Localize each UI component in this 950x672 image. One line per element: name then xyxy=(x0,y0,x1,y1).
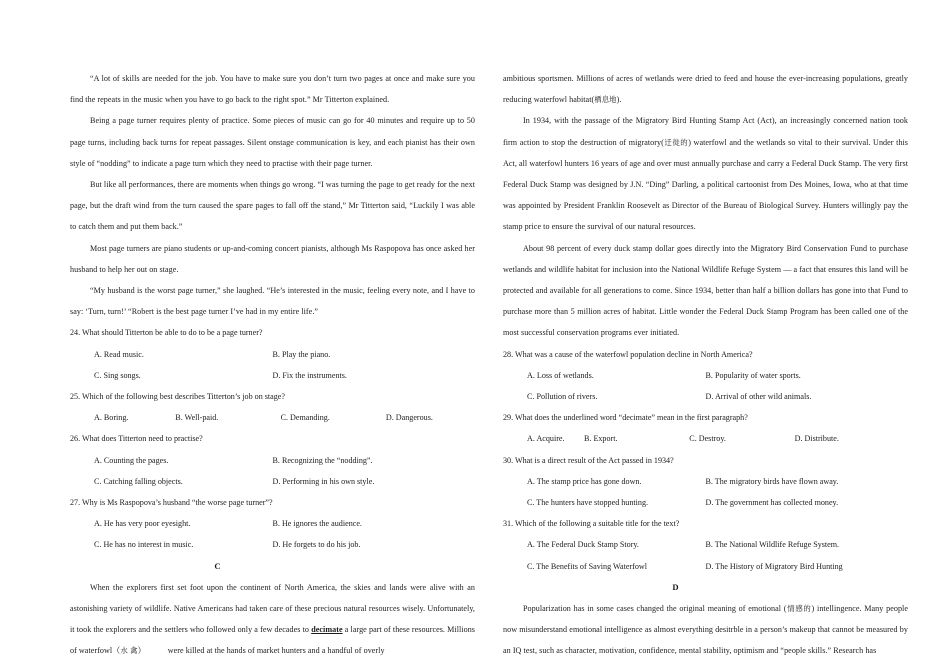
question-stem: 31. Which of the following a suitable title for the text? xyxy=(503,519,680,529)
option-row xyxy=(70,407,475,428)
option-d[interactable]: D. Distribute. xyxy=(794,434,839,444)
question-stem: 24. What should Titterton be able to do to be a page turner? xyxy=(70,328,263,338)
option-row xyxy=(70,450,475,471)
option-a[interactable]: A. The Federal Duck Stamp Story. xyxy=(527,540,639,550)
passage-text: ). xyxy=(616,95,622,105)
passage-text: ) waterfowl and the wetlands so vital to their survival. Under this Act, all waterfowl hunters 16 years of age and over must annually purchase and carry a Federal Duck Stamp. The very first Federal Duck Stamp was designed by J.N. “Ding” Darling, a political cartoonist from Des Moines, Iowa, who at that time was appointed by President Franklin Roosevelt as Director of the Bureau of Biological Survey. Hunters willingly pay the stamp price to ensure the survival of our natural resources. xyxy=(503,137,908,232)
two-column-layout xyxy=(70,68,908,662)
paragraph: “A lot of skills are needed for the job. You have to make sure you don’t turn two pages at once and make sure you find the repeats in the music when you have to go back to the right spot.” Mr Titterton explained. xyxy=(70,74,475,105)
option-row xyxy=(503,492,908,513)
option-b[interactable]: B. The migratory birds have flown away. xyxy=(705,476,839,486)
chinese-gloss-shuiqin: 水 禽 xyxy=(120,646,138,656)
passage-c-continued-para2 xyxy=(503,110,908,237)
option-row xyxy=(70,534,475,555)
option-b[interactable]: B. Well-paid. xyxy=(175,413,219,423)
option-a[interactable]: A. Boring. xyxy=(94,413,129,423)
option-row xyxy=(503,534,908,555)
left-column xyxy=(70,68,475,662)
option-d[interactable]: D. The History of Migratory Bird Hunting xyxy=(705,561,843,571)
chinese-gloss-qinggande: 情感的 xyxy=(786,604,812,614)
passage-text-part4: were killed at the hands of market hunters and a handful of overly xyxy=(167,646,385,656)
paragraph: Being a page turner requires plenty of practice. Some pieces of music can go for 40 minutes and require up to 50 page turns, including back turns for repeat passages. Silent onstage communication is key, and each pianist has their own style of “nodding” to indicate a page turn which they need to practise with their page turner. xyxy=(70,116,475,168)
passage-text: ) intellingence. Many people now misunderstand emotional intelligence as almost everything desitrble in a person’s makeup that cannot be measured by an IQ test, such as character, motivation, confidence, mental stability, optimism and “people skills.” Research has xyxy=(503,604,908,656)
option-a[interactable]: A. Acquire. xyxy=(527,434,565,444)
option-c[interactable]: C. The Benefits of Saving Waterfowl xyxy=(527,561,647,571)
option-b[interactable]: B. Recognizing the “nodding”. xyxy=(272,455,373,465)
passage-c-continued-para1 xyxy=(503,68,908,110)
question-stem: 28. What was a cause of the waterfowl population decline in North America? xyxy=(503,349,753,359)
option-a[interactable]: A. Counting the pages. xyxy=(94,455,169,465)
option-d[interactable]: D. He forgets to do his job. xyxy=(272,540,361,550)
option-b[interactable]: B. The National Wildlife Refuge System. xyxy=(705,540,840,550)
passage-c-paragraph xyxy=(70,577,475,662)
underlined-vocabulary-word: decimate xyxy=(311,625,343,635)
passage-text-part2: a large part of these resources. Millions of waterfowl（ xyxy=(70,625,475,656)
question-stem: 26. What does Titterton need to practise? xyxy=(70,434,203,444)
option-row xyxy=(70,344,475,365)
question-stem: 27. Why is Ms Raspopova’s husband “the worse page turner”? xyxy=(70,498,273,508)
option-row xyxy=(70,471,475,492)
passage-text-part3: ） xyxy=(137,646,146,656)
option-a[interactable]: A. He has very poor eyesight. xyxy=(94,519,191,529)
option-a[interactable]: A. The stamp price has gone down. xyxy=(527,476,642,486)
chinese-gloss-qianxide: 迁徙的 xyxy=(663,137,689,147)
option-a[interactable]: A. Loss of wetlands. xyxy=(527,370,594,380)
option-c[interactable]: C. He has no interest in music. xyxy=(94,540,194,550)
option-row xyxy=(503,471,908,492)
option-c[interactable]: C. Destroy. xyxy=(689,434,726,444)
option-row xyxy=(503,556,908,577)
option-b[interactable]: B. Play the piano. xyxy=(272,349,331,359)
passage-text: In 1934, with the passage of the Migratory Bird Hunting Stamp Act (Act), an increasingly concerned nation took firm action to stop the destruction of migratory( xyxy=(503,116,908,147)
question-stem: 29. What does the underlined word “decimate” mean in the first paragraph? xyxy=(503,413,748,423)
passage-text: ambitious sportsmen. Millions of acres of wetlands were dried to feed and house the ever-increasing populations, greatly reducing waterfowl habitat( xyxy=(503,74,908,105)
chinese-gloss-qixidi: 栖息地 xyxy=(594,95,617,105)
option-row xyxy=(70,513,475,534)
option-c[interactable]: C. Pollution of rivers. xyxy=(527,392,598,402)
option-c[interactable]: C. Demanding. xyxy=(280,413,330,423)
paragraph: “My husband is the worst page turner,” she laughed. “He’s interested in the music, feeling every note, and I have to say: ‘Turn, turn!’ “Robert is the best page turner I’ve had in my entire life.” xyxy=(70,286,475,317)
option-c[interactable]: C. Catching falling objects. xyxy=(94,476,183,486)
option-c[interactable]: C. Sing songs. xyxy=(94,370,141,380)
passage-d-paragraph xyxy=(503,598,908,662)
option-row xyxy=(70,365,475,386)
question-stem: 30. What is a direct result of the Act passed in 1934? xyxy=(503,455,674,465)
option-row xyxy=(503,365,908,386)
option-d[interactable]: D. Performing in his own style. xyxy=(272,476,375,486)
option-row xyxy=(503,386,908,407)
paragraph: Most page turners are piano students or up-and-coming concert pianists, although Ms Raspopova has once asked her husband to help her out on stage. xyxy=(70,243,475,274)
question-stem: 25. Which of the following best describes Titterton’s job on stage? xyxy=(70,392,285,402)
option-b[interactable]: B. Export. xyxy=(584,434,618,444)
option-d[interactable]: D. Dangerous. xyxy=(385,413,433,423)
passage-text-part1: When the explorers first set foot upon the continent of North America, the skies and lands were alive with an astonishing variety of wildlife. Native Americans had taken care of these precious natural resources wisely. Unfortunately, it took the explorers and the settlers who followed only a few decades to xyxy=(70,582,475,635)
option-d[interactable]: D. Fix the instruments. xyxy=(272,370,347,380)
section-letter-d: D xyxy=(672,581,679,592)
option-c[interactable]: C. The hunters have stopped hunting. xyxy=(527,498,649,508)
option-b[interactable]: B. He ignores the audience. xyxy=(272,519,362,529)
paragraph: But like all performances, there are moments when things go wrong. “I was turning the page to get ready for the next page, but the draft wind from the turn caused the spare pages to fall off the stand,” Mr Titterton said, “Luckily I was able to catch them and put them back.” xyxy=(70,180,475,232)
section-letter-c: C xyxy=(214,560,221,571)
right-column xyxy=(503,68,908,662)
option-b[interactable]: B. Popularity of water sports. xyxy=(705,370,801,380)
option-a[interactable]: A. Read music. xyxy=(94,349,144,359)
option-d[interactable]: D. Arrival of other wild animals. xyxy=(705,392,812,402)
passage-text: Popularization has in some cases changed the original meaning of emotional ( xyxy=(523,604,787,614)
option-row xyxy=(503,428,908,449)
option-d[interactable]: D. The government has collected money. xyxy=(705,498,839,508)
passage-c-continued-para3: About 98 percent of every duck stamp dollar goes directly into the Migratory Bird Conservation Fund to purchase wetlands and wildlife habitat for inclusion into the National Wildlife Refuge System — a fact that ensures this land will be protected and available for all generations to come. Since 1934, better than half a billion dollars has gone into that Fund to purchase more than 5 million acres of habitat. Little wonder the Federal Duck Stamp Program has been called one of the most successful conservation programs ever initiated. xyxy=(503,243,908,338)
